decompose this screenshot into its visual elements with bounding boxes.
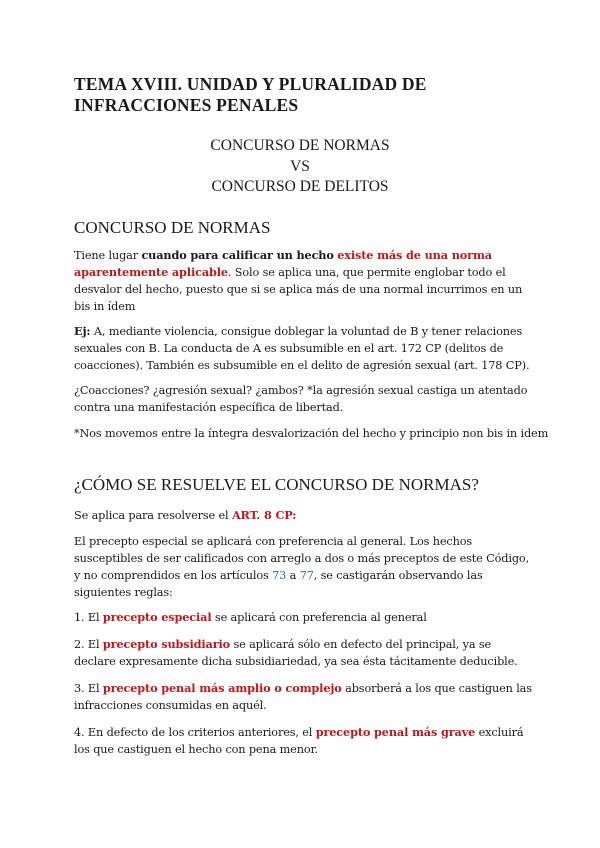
highlight-run: precepto subsidiario xyxy=(102,637,231,651)
text-run: A, mediante violencia, consigue doblegar la voluntad de B y tener relaciones sexuales con B. La conducta de A es subsumible en el art. 172 CP (delitos de coacciones). También es subsumible en el delito de agresión sexual (art. 178 CP). xyxy=(74,325,530,372)
subtitle-line-1: CONCURSO DE NORMAS xyxy=(210,137,390,154)
text-run: 1. El xyxy=(74,611,103,624)
paragraph-question: ¿Coacciones? ¿agresión sexual? ¿ambos? *la agresión sexual castiga un atentado contra una manifestación específica de libertad. xyxy=(74,384,528,414)
section-heading-concurso: CONCURSO DE NORMAS xyxy=(74,218,271,237)
paragraph-intro xyxy=(74,507,534,524)
article-reference: ART. 8 CP: xyxy=(231,508,297,522)
highlight-run: precepto penal más grave xyxy=(315,725,476,739)
paragraph-definition xyxy=(74,247,534,315)
rule-2 xyxy=(74,636,534,670)
rule-4 xyxy=(74,724,534,758)
text-run: El precepto especial se aplicará con preferencia al general. Los hechos susceptibles de ser calificados con arreglo a dos o más preceptos de este Código, y no comprendidos en los artículos xyxy=(74,535,530,582)
text-run: Se aplica para resolverse el xyxy=(74,509,232,522)
text-run: , se castigarán observando las siguientes reglas: xyxy=(74,569,483,599)
bold-run: cuando para calificar un hecho xyxy=(141,248,334,262)
text-run: Tiene lugar xyxy=(74,249,142,262)
paragraph-article-8 xyxy=(74,533,534,601)
article-73-link[interactable]: 73 xyxy=(272,569,287,582)
rule-3 xyxy=(74,680,534,714)
text-run: a xyxy=(286,569,300,582)
text-run: absorberá a los que castiguen las infracciones consumidas en aquél. xyxy=(74,682,532,712)
subtitle-line-2: VS xyxy=(290,157,310,175)
highlight-run: precepto especial xyxy=(102,610,212,624)
page-title xyxy=(74,74,544,116)
subtitle-block xyxy=(0,136,600,198)
highlight-run: precepto penal más amplio o complejo xyxy=(102,681,342,695)
subtitle-line-3: CONCURSO DE DELITOS xyxy=(211,178,389,195)
article-77-link[interactable]: 77 xyxy=(299,569,314,582)
example-label: Ej: xyxy=(74,324,91,338)
text-run: . Solo se aplica una, que permite englobar todo el desvalor del hecho, puesto que si se aplica más de una normal incurrimos en un bis in ídem xyxy=(74,266,523,313)
title-line-2: INFRACCIONES PENALES xyxy=(74,95,299,115)
paragraph-note: *Nos movemos entre la íntegra desvalorización del hecho y principio non bis in idem xyxy=(74,427,549,440)
rule-1 xyxy=(74,609,534,626)
text-run: excluirá los que castiguen el hecho con pena menor. xyxy=(74,726,524,756)
highlight-run: existe más de una norma aparentemente aplicable xyxy=(74,248,492,279)
text-run: se aplicará con preferencia al general xyxy=(211,611,427,624)
text-run: 2. El xyxy=(74,638,103,651)
text-run: se aplicará sólo en defecto del principal, ya se declare expresamente dicha subsidiariedad, ya sea ésta tácitamente deducible. xyxy=(74,638,518,668)
text-run: 3. El xyxy=(74,682,103,695)
title-line-1: TEMA XVIII. UNIDAD Y PLURALIDAD DE xyxy=(74,74,427,94)
text-run: 4. En defecto de los criterios anteriores, el xyxy=(74,726,316,739)
paragraph-example xyxy=(74,323,534,374)
section-heading-como: ¿CÓMO SE RESUELVE EL CONCURSO DE NORMAS? xyxy=(74,475,479,494)
